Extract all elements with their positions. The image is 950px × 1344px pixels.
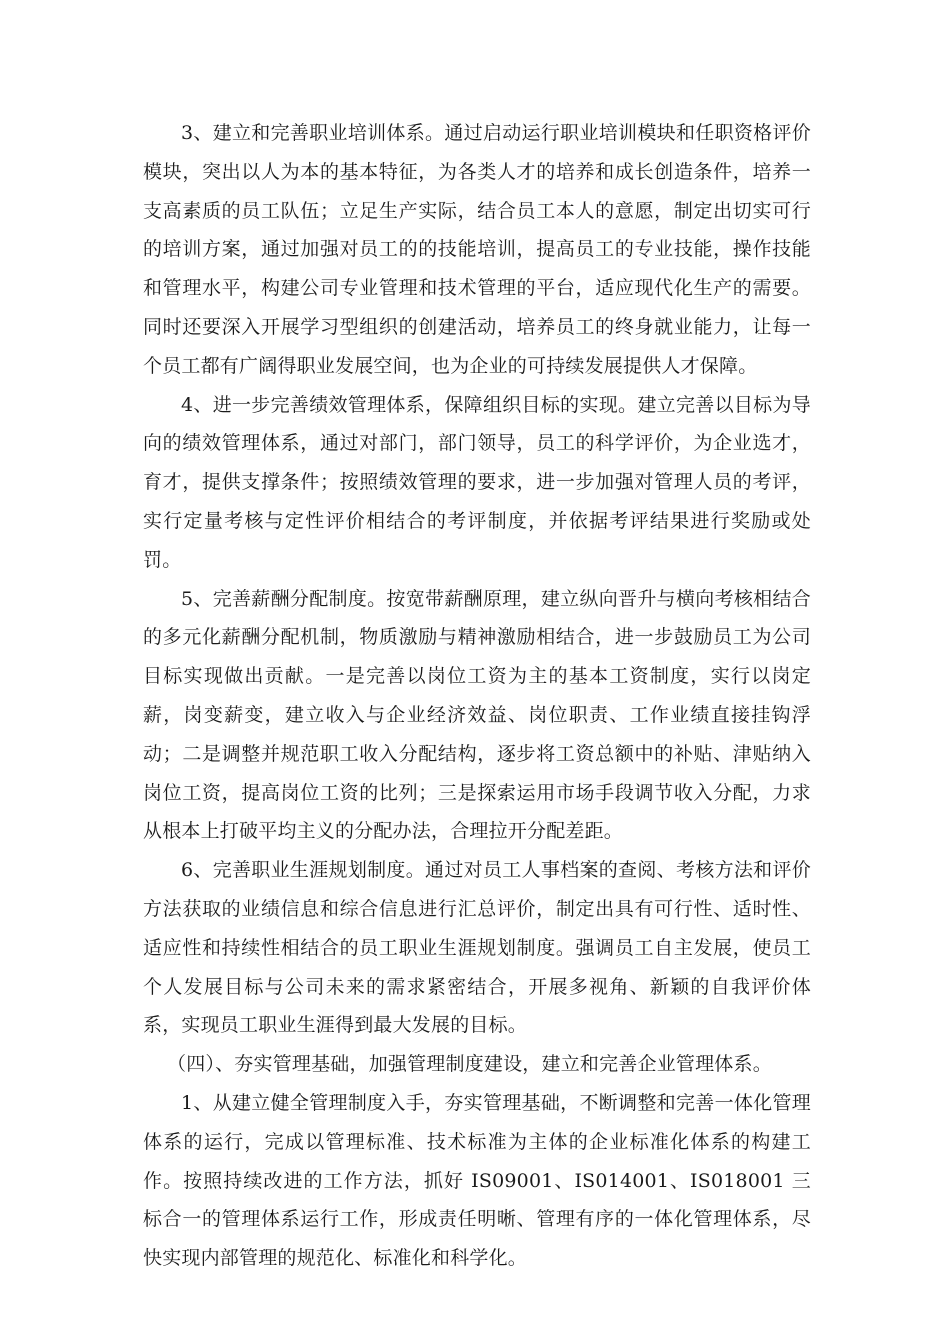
paragraph-salary-distribution: 5、完善薪酬分配制度。按宽带薪酬原理，建立纵向晋升与横向考核相结合的多元化薪酬分配机制，物质激励与精神激励相结合，进一步鼓励员工为公司目标实现做出贡献。一是完善以岗位工资为主的基本工资制度，实行以岗定薪，岗变薪变，建立收入与企业经济效益、岗位职责、工作业绩直接挂钩浮动；二是调整并规范职工收入分配结构，逐步将工资总额中的补贴、津贴纳入岗位工资，提高岗位工资的比列；三是探索运用市场手段调节收入分配，力求从根本上打破平均主义的分配办法，合理拉开分配差距。 xyxy=(143,587,811,843)
paragraph-performance-management: 4、进一步完善绩效管理体系，保障组织目标的实现。建立完善以目标为导向的绩效管理体系，通过对部门，部门领导，员工的科学评价，为企业选才，育才，提供支撑条件；按照绩效管理的要求，进一步加强对管理人员的考评，实行定量考核与定性评价相结合的考评制度，并依据考评结果进行奖励或处罚。 xyxy=(143,393,811,571)
document-body xyxy=(143,114,811,1278)
section-heading-management-foundation: （四）、夯实管理基础，加强管理制度建设，建立和完善企业管理体系。 xyxy=(167,1053,772,1076)
paragraph-career-planning: 6、完善职业生涯规划制度。通过对员工人事档案的查阅、考核方法和评价方法获取的业绩信息和综合信息进行汇总评价，制定出具有可行性、适时性、适应性和持续性相结合的员工职业生涯规划制度。强调员工自主发展，使员工个人发展目标与公司未来的需求紧密结合，开展多视角、新颖的自我评价体系，实现员工职业生涯得到最大发展的目标。 xyxy=(143,859,811,1037)
paragraph-management-system: 1、从建立健全管理制度入手，夯实管理基础，不断调整和完善一体化管理体系的运行，完成以管理标准、技术标准为主体的企业标准化体系的构建工作。按照持续改进的工作方法，抓好 IS09001、IS014001、IS018001 三标合一的管理体系运行工作，形成责任明晰、管理有序的一体化管理体系，尽快实现内部管理的规范化、标准化和科学化。 xyxy=(143,1091,811,1270)
paragraph-vocational-training: 3、建立和完善职业培训体系。通过启动运行职业培训模块和任职资格评价模块，突出以人为本的基本特征，为各类人才的培养和成长创造条件，培养一支高素质的员工队伍；立足生产实际，结合员工本人的意愿，制定出切实可行的培训方案，通过加强对员工的的技能培训，提高员工的专业技能，操作技能和管理水平，构建公司专业管理和技术管理的平台，适应现代化生产的需要。同时还要深入开展学习型组织的创建活动，培养员工的终身就业能力，让每一个员工都有广阔得职业发展空间，也为企业的可持续发展提供人才保障。 xyxy=(143,122,811,377)
